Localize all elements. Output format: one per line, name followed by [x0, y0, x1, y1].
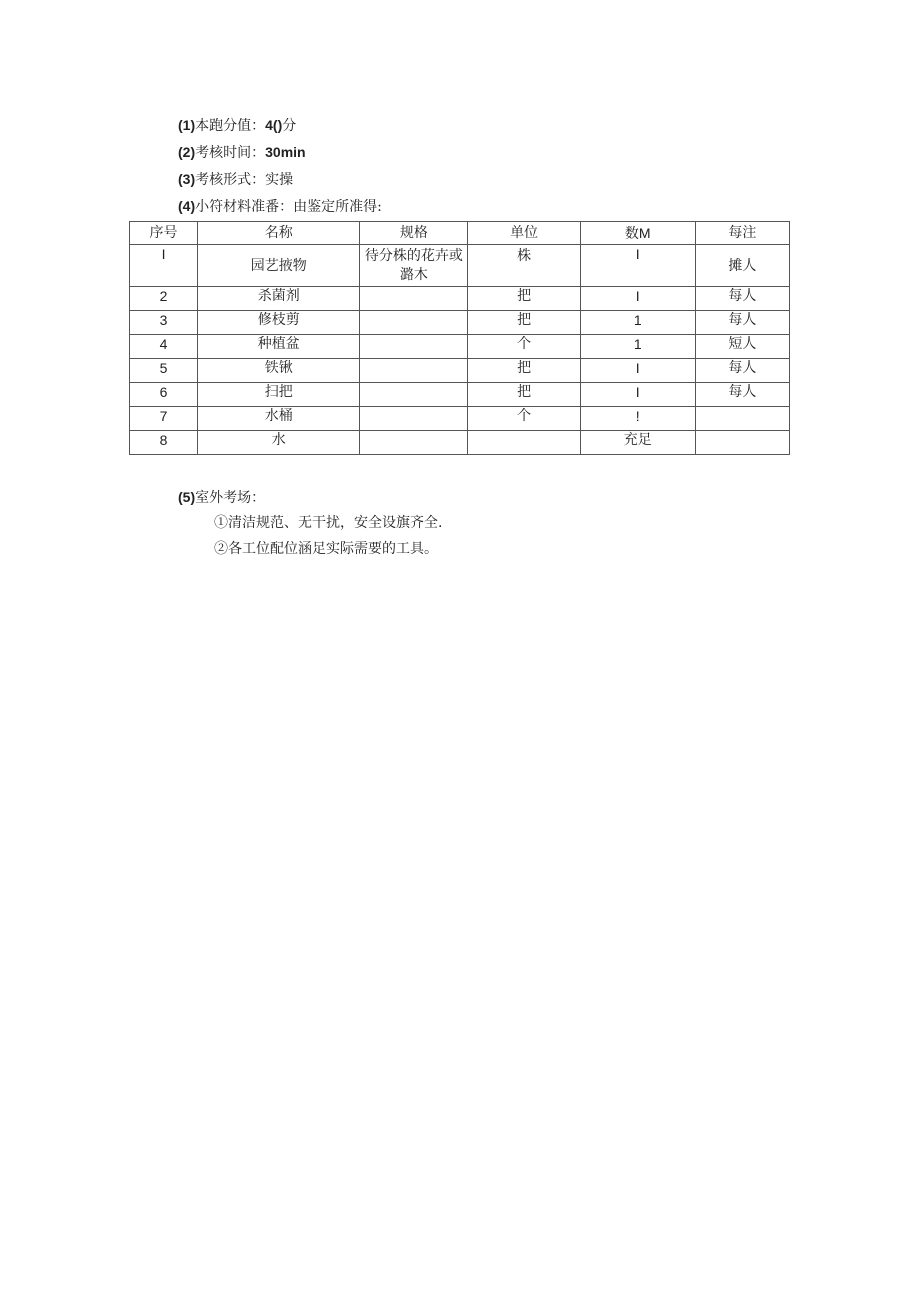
cell-note: 每人	[695, 383, 789, 407]
cell-qty: 1	[580, 311, 695, 335]
format-line	[178, 169, 293, 190]
cell-note: 每人	[695, 359, 789, 383]
cell-note: 每人	[695, 311, 789, 335]
table-header-row	[130, 222, 790, 245]
cell-unit: 株	[468, 245, 580, 287]
materials-label: 小符材料准番：由鉴定所准得:	[195, 199, 382, 215]
cell-id: 4	[130, 335, 198, 359]
cell-note: 短人	[695, 335, 789, 359]
table-row	[130, 431, 790, 455]
time-value: 30min	[265, 144, 306, 160]
cell-spec	[360, 431, 468, 455]
format-label: 考核形式：实操	[195, 172, 294, 188]
cell-spec	[360, 335, 468, 359]
cell-unit: 个	[468, 407, 580, 431]
score-suffix: 分	[282, 118, 297, 134]
table-row	[130, 245, 790, 287]
cell-name: 修枝剪	[198, 311, 360, 335]
cell-id: 2	[130, 287, 198, 311]
outdoor-heading	[178, 487, 265, 508]
cell-unit: 把	[468, 383, 580, 407]
score-value: 4()	[265, 117, 283, 133]
table-row	[130, 287, 790, 311]
table-row	[130, 311, 790, 335]
score-line	[178, 115, 296, 136]
cell-id: 7	[130, 407, 198, 431]
cell-qty: I	[580, 245, 695, 287]
outdoor-item: ①清洁规范、无干扰，安全设旗齐全.	[214, 515, 443, 531]
cell-unit	[468, 431, 580, 455]
time-line	[178, 142, 306, 163]
item-number: (4)	[178, 198, 196, 214]
cell-id: 3	[130, 311, 198, 335]
header-spec: 规格	[360, 222, 468, 245]
cell-name: 铁锹	[198, 359, 360, 383]
cell-spec	[360, 407, 468, 431]
cell-qty: 充足	[580, 431, 695, 455]
cell-qty: I	[580, 359, 695, 383]
outdoor-item: ②各工位配位涵足实际需要的工具。	[214, 541, 438, 557]
cell-unit: 把	[468, 287, 580, 311]
item-number: (3)	[178, 171, 196, 187]
cell-note	[695, 431, 789, 455]
cell-spec	[360, 287, 468, 311]
header-id: 序号	[130, 222, 198, 245]
cell-name: 杀菌剂	[198, 287, 360, 311]
cell-unit: 把	[468, 359, 580, 383]
cell-name: 水桶	[198, 407, 360, 431]
cell-spec	[360, 311, 468, 335]
table-row	[130, 359, 790, 383]
outdoor-title: 室外考场：	[195, 490, 266, 506]
time-label: 考核时间：	[195, 145, 266, 161]
materials-line	[178, 196, 382, 217]
table-row	[130, 407, 790, 431]
item-number: (2)	[178, 144, 196, 160]
cell-spec	[360, 383, 468, 407]
cell-note	[695, 407, 789, 431]
item-number: (5)	[178, 489, 196, 505]
cell-name: 种植盆	[198, 335, 360, 359]
cell-name: 扫把	[198, 383, 360, 407]
cell-name: 水	[198, 431, 360, 455]
item-number: (1)	[178, 117, 196, 133]
cell-id: 5	[130, 359, 198, 383]
cell-qty: 1	[580, 335, 695, 359]
cell-id: I	[130, 245, 198, 287]
header-name: 名称	[198, 222, 360, 245]
header-qty: 数M	[580, 222, 695, 245]
cell-spec	[360, 359, 468, 383]
table-row	[130, 383, 790, 407]
table-row	[130, 335, 790, 359]
cell-qty: I	[580, 383, 695, 407]
cell-note: 摊人	[695, 245, 789, 287]
materials-table	[129, 221, 790, 455]
cell-id: 8	[130, 431, 198, 455]
cell-id: 6	[130, 383, 198, 407]
cell-spec: 待分株的花卉或潞木	[360, 245, 468, 287]
score-label: 本跑分值：	[195, 118, 266, 134]
header-note: 每注	[695, 222, 789, 245]
cell-name: 园艺掖物	[198, 245, 360, 287]
cell-unit: 把	[468, 311, 580, 335]
header-unit: 单位	[468, 222, 580, 245]
cell-unit: 个	[468, 335, 580, 359]
cell-qty: I	[580, 287, 695, 311]
cell-qty: !	[580, 407, 695, 431]
cell-note: 每人	[695, 287, 789, 311]
